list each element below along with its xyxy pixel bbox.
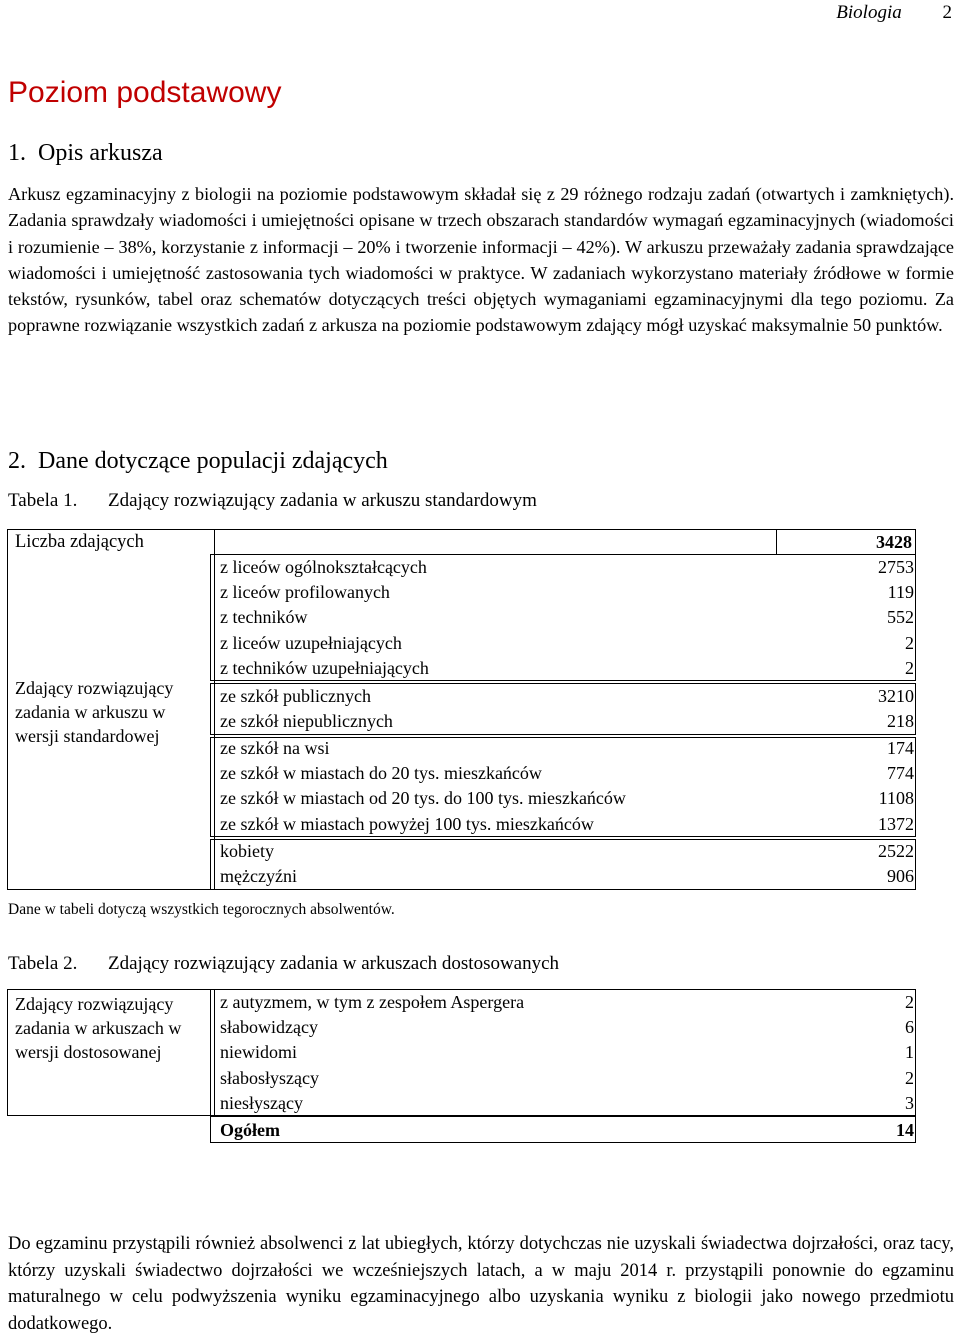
- table-1-row-label: ze szkół na wsi: [220, 738, 330, 758]
- table-2-row-value: 2: [905, 992, 914, 1012]
- page-number: 2: [942, 2, 952, 23]
- table-2-group-label: Zdający rozwiązujący zadania w arkuszach w wersji dostosowanej: [15, 994, 182, 1062]
- table-2-row-label: z autyzmem, w tym z zespołem Aspergera: [220, 992, 525, 1012]
- section-2-heading: 2. Dane dotyczące populacji zdających: [8, 448, 388, 474]
- table-1-row-value: 906: [887, 866, 914, 886]
- table-2-row-value: 1: [905, 1042, 914, 1062]
- table-1-row-value: 1108: [878, 788, 914, 808]
- table-2-row-label: niewidomi: [220, 1042, 297, 1062]
- table-1-row-label: ze szkół w miastach od 20 tys. do 100 tys. mieszkańców: [220, 788, 626, 808]
- section-1-heading: 1. Opis arkusza: [8, 140, 163, 166]
- table-2-total-label: Ogółem: [220, 1120, 280, 1140]
- table-1-row-value: 218: [887, 711, 914, 731]
- table-1-row-label: z techników uzupełniających: [220, 658, 429, 678]
- table-2-row-label: niesłyszący: [220, 1093, 303, 1113]
- table-2-row-value: 2: [905, 1068, 914, 1088]
- table-2-total-value: 14: [896, 1120, 914, 1140]
- table-1-caption-text: Zdający rozwiązujący zadania w arkuszu standardowym: [108, 490, 537, 511]
- table-1-row-value: 774: [887, 763, 914, 783]
- table-1-row-value: 1372: [878, 814, 914, 834]
- table-1-row-label: ze szkół niepublicznych: [220, 711, 393, 731]
- table-1-note: Dane w tabeli dotyczą wszystkich tegorocznych absolwentów.: [8, 901, 395, 918]
- table-1-group-label: Zdający rozwiązujący zadania w arkuszu w wersji standardowej: [15, 678, 174, 746]
- table-1-total-label: Liczba zdających: [15, 532, 144, 552]
- table-1-row-label: kobiety: [220, 841, 274, 861]
- table-1-row-value: 552: [887, 607, 914, 627]
- table-1-row-value: 174: [887, 738, 914, 758]
- table-1-row-label: z techników: [220, 607, 308, 627]
- table-1-row-value: 3210: [878, 686, 914, 706]
- table-1-row-label: z liceów profilowanych: [220, 582, 390, 602]
- table-1-row-value: 2: [905, 633, 914, 653]
- table-1-row-label: ze szkół w miastach powyżej 100 tys. mieszkańców: [220, 814, 594, 834]
- table-2-row-value: 6: [905, 1017, 914, 1037]
- table-1-row-value: 119: [887, 582, 914, 602]
- running-head: [836, 2, 952, 24]
- table-1-row-label: mężczyźni: [220, 866, 297, 886]
- table-1-row-value: 2522: [878, 841, 914, 861]
- table-2-caption-text: Zdający rozwiązujący zadania w arkuszach dostosowanych: [108, 953, 560, 974]
- section-1-paragraph: Arkusz egzaminacyjny z biologii na poziomie podstawowym składał się z 29 różnego rodzaju zadań (otwartych i zamkniętych). Zadania sprawdzały wiadomości i umiejętności opisane w trzech obszarach standardów wymagań egzaminacyjnych (wiadomości i rozumienie – 38%, korzystanie z informacji – 20% i tworzenie informacji – 42%). W arkuszu przeważały zadania sprawdzające wiadomości i umiejętność zastosowania tych wiadomości w praktyce. W zadaniach wykorzystano materiały źródłowe w formie tekstów, rysunków, tabel oraz schematów dotyczących treści objętych wymaganiami egzaminacyjnymi dla tego poziomu. Za poprawne rozwiązanie wszystkich zadań z arkusza na poziomie podstawowym zdający mógł uzyskać maksymalnie 50 punktów.: [8, 184, 954, 336]
- closing-paragraph: Do egzaminu przystąpili również absolwenci z lat ubiegłych, którzy dotychczas nie uzyskali świadectwa dojrzałości, oraz tacy, którzy uzyskali świadectwo dojrzałości we wcześniejszych latach, a w maju 2014 r. przystąpili ponownie do egzaminu maturalnego w celu podwyższenia wyniku egzaminacyjnego albo uzyskania wyniku z biologii jako nowego przedmiotu dodatkowego.: [8, 1234, 954, 1334]
- table-1-row-value: 2753: [878, 557, 914, 577]
- table-1-row-label: ze szkół w miastach do 20 tys. mieszkańców: [220, 763, 542, 783]
- table-1-row-value: 2: [905, 658, 914, 678]
- table-2-row-label: słabosłyszący: [220, 1068, 319, 1088]
- page-title: Poziom podstawowy: [8, 76, 282, 109]
- table-1-row-label: ze szkół publicznych: [220, 686, 371, 706]
- table-1-total-value: 3428: [876, 532, 912, 552]
- table-2-row-label: słabowidzący: [220, 1017, 318, 1037]
- table-1-row-label: z liceów ogólnokształcących: [220, 557, 427, 577]
- running-head-subject: Biologia: [836, 2, 902, 23]
- table-1-caption-label: Tabela 1.: [8, 490, 78, 511]
- table-2-caption-label: Tabela 2.: [8, 953, 78, 974]
- table-1-row-label: z liceów uzupełniających: [220, 633, 402, 653]
- table-2-row-value: 3: [905, 1093, 914, 1113]
